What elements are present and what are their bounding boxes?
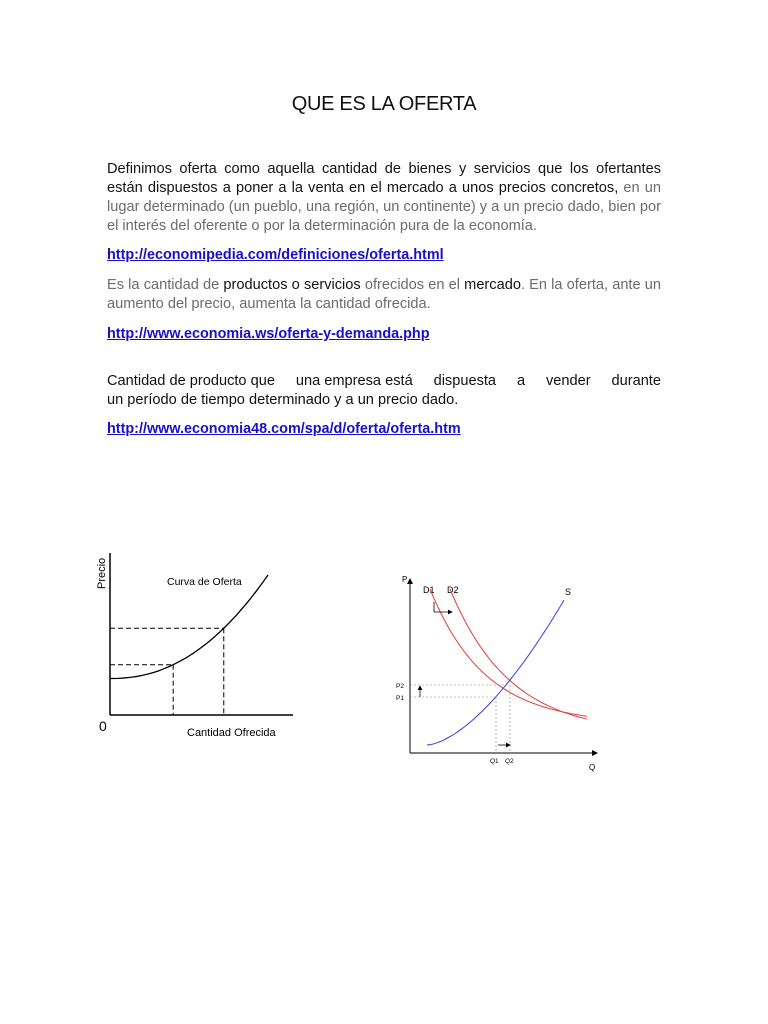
p3-word-2: una empresa está [295, 373, 413, 389]
tick-label-q1: Q1 [490, 758, 499, 765]
paragraph-definition-3 [107, 372, 661, 410]
p3-word-1: Cantidad de producto que [107, 373, 275, 389]
p2-seg-productos: productos [223, 277, 288, 293]
paragraph-definition-2 [107, 276, 661, 314]
page-title: QUE ES LA OFERTA [291, 93, 477, 115]
tick-label-p1: P1 [396, 695, 404, 702]
demand-curve-d1 [430, 589, 587, 716]
x-axis-label: Q [589, 763, 596, 772]
supply-curve-line [110, 575, 268, 679]
link-economia48[interactable]: http://www.economia48.com/spa/d/oferta/oferta.htm [107, 421, 461, 437]
p2-seg-7: . En la oferta, ante un aumento del precio, aumenta la cantidad ofrecida. [107, 277, 661, 312]
p3-word-5: vender [545, 373, 591, 389]
tick-label-q2: Q2 [505, 758, 514, 765]
supply-curve-chart [88, 545, 298, 745]
p2-seg-1: Es la cantidad de [107, 277, 224, 293]
demand-curve-d2 [450, 589, 587, 719]
y-axis-label: Precio [96, 557, 108, 589]
p2-seg-mercado: mercado [464, 277, 521, 293]
series-label-s: S [565, 587, 572, 597]
paragraph-definition-1 [107, 160, 661, 236]
p2-seg-5: ofrecidos en el [360, 277, 465, 293]
supply-demand-chart [392, 565, 662, 780]
p3-word-3: dispuesta [433, 373, 497, 389]
paragraph-3-line-1 [107, 372, 661, 391]
origin-label: 0 [99, 718, 107, 734]
y-axis-label: P [402, 575, 408, 584]
p3-word-4: a [516, 373, 526, 389]
p2-seg-o: o [287, 277, 304, 293]
link-economia-ws[interactable]: http://www.economia.ws/oferta-y-demanda.php [107, 326, 430, 342]
p3-word-6: durante [611, 373, 661, 389]
p2-seg-servicios: servicios [303, 277, 361, 293]
curve-label: Curva de Oferta [167, 576, 242, 588]
reference-guides [110, 628, 224, 715]
supply-curve-s [427, 600, 564, 745]
series-label-d2: D2 [447, 585, 459, 595]
tick-label-p2: P2 [396, 683, 404, 690]
link-economipedia[interactable]: http://economipedia.com/definiciones/oferta.html [107, 247, 444, 263]
paragraph-1-part-2: en un lugar determinado (un pueblo, una región, un continente) y a un precio dado, bien por el interés del oferente o por la determinación pura de la economía. [107, 180, 661, 234]
series-label-d1: D1 [423, 585, 435, 595]
x-axis-label: Cantidad Ofrecida [187, 727, 276, 739]
paragraph-1-part-1: Definimos oferta como aquella cantidad de bienes y servicios que los ofertantes están dispuestos a poner a la venta en el mercado a unos precios concretos, [107, 161, 661, 196]
paragraph-3-line-2: un período de tiempo determinado y a un precio dado. [107, 392, 459, 408]
